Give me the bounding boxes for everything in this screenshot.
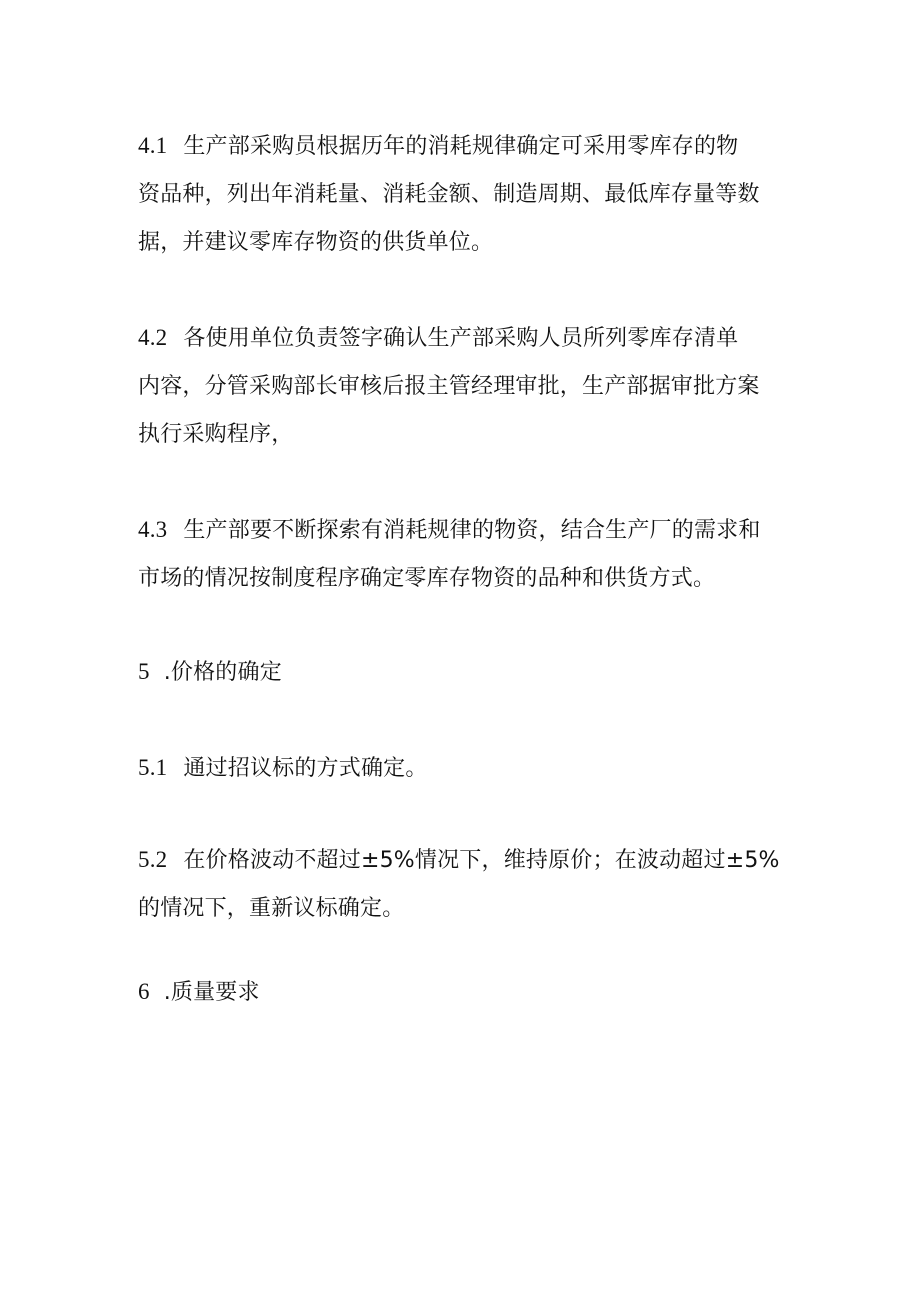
paragraph-line: 市场的情况按制度程序确定零库存物资的品种和供货方式。 xyxy=(138,566,716,591)
heading-text: .质量要求 xyxy=(163,980,260,1005)
paragraph-line: 内容，分管采购部长审核后报主管经理审批，生产部据审批方案 xyxy=(138,374,760,399)
paragraph-4-3 xyxy=(138,506,790,603)
paragraph-line xyxy=(138,744,790,793)
heading-line xyxy=(138,648,790,697)
heading-5 xyxy=(138,648,790,697)
heading-6 xyxy=(138,968,790,1017)
paragraph-line: 执行采购程序， xyxy=(138,422,294,447)
paragraph-line: 的情况下，重新议标确定。 xyxy=(138,896,405,921)
paragraph-line xyxy=(138,314,790,363)
paragraph-5-2 xyxy=(138,836,790,933)
paragraph-line xyxy=(138,506,790,555)
paragraph-4-1 xyxy=(138,122,790,267)
paragraph-text: 生产部采购员根据历年的消耗规律确定可采用零库存的物 xyxy=(183,134,739,159)
paragraph-text: 生产部要不断探索有消耗规律的物资，结合生产厂的需求和 xyxy=(183,518,761,543)
paragraph-line: 资品种，列出年消耗量、消耗金额、制造周期、最低库存量等数 xyxy=(138,182,760,207)
paragraph-line xyxy=(138,836,790,885)
paragraph-text: 通过招议标的方式确定。 xyxy=(183,756,428,781)
paragraph-4-2 xyxy=(138,314,790,459)
paragraph-line xyxy=(138,122,790,171)
paragraph-text: 在价格波动不超过±5%情况下，维持原价；在波动超过±5% xyxy=(183,848,780,873)
section-number: 6 xyxy=(138,979,150,1004)
heading-line xyxy=(138,968,790,1017)
section-number: 5.1 xyxy=(138,755,168,780)
section-number: 5.2 xyxy=(138,847,168,872)
section-number: 4.1 xyxy=(138,133,168,158)
section-number: 4.3 xyxy=(138,517,168,542)
paragraph-5-1 xyxy=(138,744,790,793)
heading-text: .价格的确定 xyxy=(163,660,282,685)
paragraph-text: 各使用单位负责签字确认生产部采购人员所列零库存清单 xyxy=(183,326,739,351)
section-number: 5 xyxy=(138,659,150,684)
section-number: 4.2 xyxy=(138,325,168,350)
paragraph-line: 据，并建议零库存物资的供货单位。 xyxy=(138,230,494,255)
